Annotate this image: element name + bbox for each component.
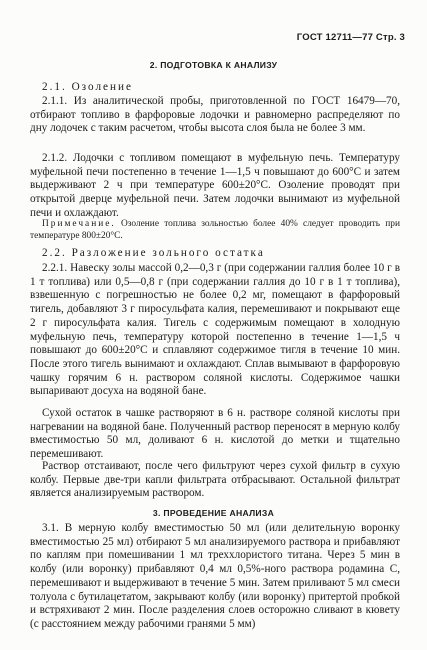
subsection-2-2-heading bbox=[42, 247, 265, 260]
paragraph-filtrate: Раствор отстаивают, после чего фильтруют через сухой фильтр в сухую колбу. Первые две-три капли фильтрата отбрасывают. Остальной фильтрат является анализируемым раствором. bbox=[30, 460, 400, 500]
paragraph-2-1-1: 2.1.1. Из аналитической пробы, приготовленной по ГОСТ 16479—70, отбирают топливо в фарфоровые лодочки и равномерно распределяют по дну лодочек с таким расчетом, чтобы высота слоя была не более 3 мм. bbox=[30, 95, 400, 135]
section-3-title: 3. ПРОВЕДЕНИЕ АНАЛИЗА bbox=[152, 508, 275, 518]
paragraph-3-1: 3.1. В мерную колбу вместимостью 50 мл (или делительную воронку вместимостью 25 мл) отбирают 5 мл анализируемого раствора и прибавляют по каплям при помешивании 1 мл треххлористого титана. Через 5 мин в колбу (или воронку) прибавляют 0,4 мл 0,5%-ного раствора родамина С, перемешивают и выдерживают в течение 5 мин. Затем приливают 5 мл смеси толуола с бутилацетатом, закрывают колбу (или воронку) притертой пробкой и встряхивают 2 мин. После разделения слоев осторожно сливают в кювету (с расстоянием между рабочими гранями 5 мм) bbox=[30, 522, 400, 630]
page-header: ГОСТ 12711—77 Стр. 3 bbox=[296, 32, 405, 43]
subsection-2-1-heading bbox=[42, 81, 133, 94]
section-2-title: 2. ПОДГОТОВКА К АНАЛИЗУ bbox=[149, 60, 278, 70]
subsection-2-2-text: 2.2. Разложение зольного остатка bbox=[42, 247, 265, 259]
paragraph-2-2-1: 2.2.1. Навеску золы массой 0,2—0,3 г (при содержании галлия более 10 г в 1 т топлива) или 0,5—0,8 г (при содержании галлия до 10 г в 1 т топлива), взвешенную с погрешностью не более 0,2 мг, помещают в фарфоровый тигель, добавляют 3 г пиросульфата калия, перемешивают и покрывают еще 2 г пиросульфата калия. Тигель с содержимым помещают в холодную муфельную печь, температуру которой постепенно в течение 1—1,5 ч повышают до 600±20°С и сплавляют содержимое тигля в течение 10 мин. После этого тигель вынимают и охлаждают. Сплав вымывают в фарфоровую чашку горячим 6 н. раствором соляной кислоты. Содержимое чашки выпаривают досуха на водяной бане. bbox=[30, 262, 400, 398]
paragraph-2-1-2: 2.1.2. Лодочки с топливом помещают в муфельную печь. Температуру муфельной печи постепенно в течение 1—1,5 ч повышают до 600°С и затем выдерживают 2 ч при температуре 600±20°С. Озоление проводят при открытой дверце муфельной печи. Затем лодочки вынимают из муфельной печи и охлаждают. bbox=[30, 152, 400, 219]
note-label: Примечание. bbox=[42, 219, 116, 229]
subsection-2-1-text: 2.1. Озоление bbox=[42, 81, 133, 93]
note-text: Озоление топлива зольностью более 40% следует проводить при температуре 800±20°С. bbox=[30, 219, 400, 241]
paragraph-dry-residue: Сухой остаток в чашке растворяют в 6 н. растворе соляной кислоты при нагревании на водяной бане. Полученный раствор переносят в мерную колбу вместимостью 50 мл, доливают 6 н. кислотой до метки и тщательно перемешивают. bbox=[30, 407, 400, 461]
note-paragraph bbox=[30, 219, 400, 242]
